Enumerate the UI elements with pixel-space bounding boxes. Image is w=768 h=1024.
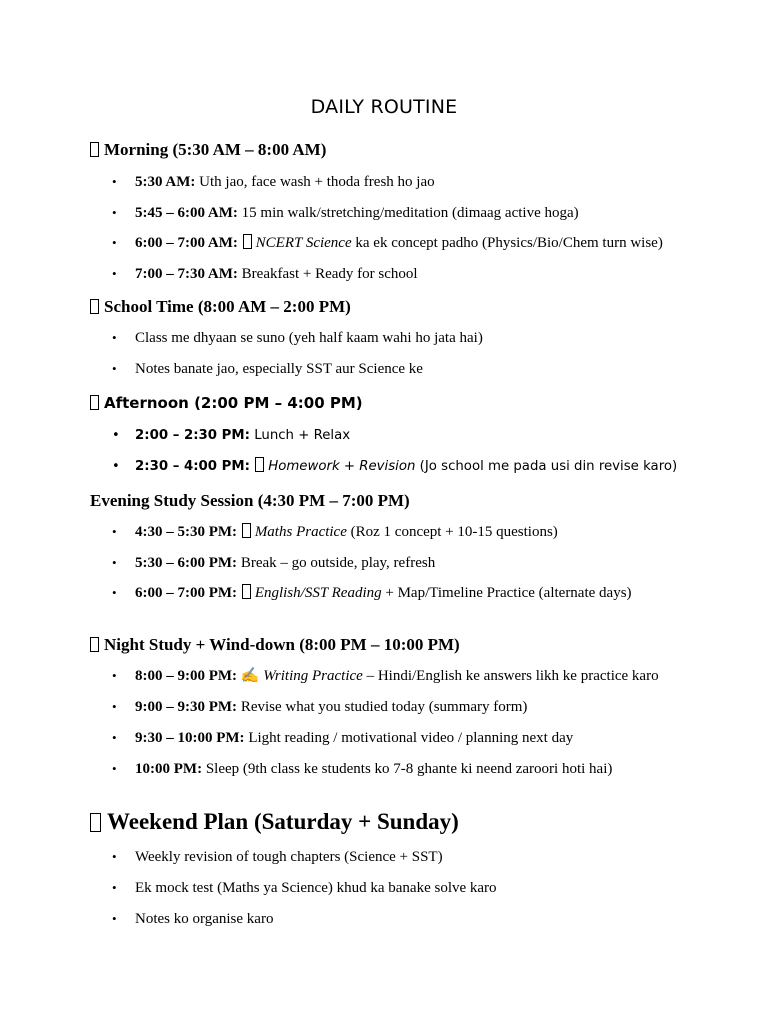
list-item: • 9:30 – 10:00 PM: Light reading / motivational video / planning next day — [112, 730, 574, 746]
section-heading-night: Night Study + Wind-down (8:00 PM – 10:00 PM) — [90, 634, 460, 656]
list-item: • 9:00 – 9:30 PM: Revise what you studied today (summary form) — [112, 699, 528, 715]
list-item: • 4:30 – 5:30 PM: Maths Practice (Roz 1 concept + 10-15 questions) — [112, 524, 558, 540]
missing-emoji-icon — [243, 234, 252, 249]
section-heading-school: School Time (8:00 AM – 2:00 PM) — [90, 296, 351, 318]
list-item: • Weekly revision of tough chapters (Science + SST) — [112, 849, 443, 865]
list-item: • 7:00 – 7:30 AM: Breakfast + Ready for school — [112, 266, 418, 282]
list-item: • 5:30 AM: Uth jao, face wash + thoda fresh ho jao — [112, 174, 435, 190]
list-item: • 2:00 – 2:30 PM: Lunch + Relax — [112, 428, 351, 443]
section-heading-evening: Evening Study Session (4:30 PM – 7:00 PM) — [90, 491, 410, 510]
section-heading-morning: Morning (5:30 AM – 8:00 AM) — [90, 139, 326, 161]
section-heading-weekend: Weekend Plan (Saturday + Sunday) — [90, 808, 459, 836]
list-item: • 8:00 – 9:00 PM: ✍ Writing Practice – Hindi/English ke answers likh ke practice karo — [112, 668, 659, 684]
list-item: • 6:00 – 7:00 PM: English/SST Reading + Map/Timeline Practice (alternate days) — [112, 585, 632, 601]
list-item: • Notes ko organise karo — [112, 911, 274, 927]
section-heading-afternoon: Afternoon (2:00 PM – 4:00 PM) — [90, 392, 363, 414]
list-item: • 10:00 PM: Sleep (9th class ke students ko 7-8 ghante ki neend zaroori hoti hai) — [112, 761, 613, 777]
list-item: • 6:00 – 7:00 AM: NCERT Science ka ek concept padho (Physics/Bio/Chem turn wise) — [112, 235, 663, 251]
list-item: • Class me dhyaan se suno (yeh half kaam wahi ho jata hai) — [112, 330, 483, 346]
list-item: • Notes banate jao, especially SST aur Science ke — [112, 361, 423, 377]
list-item: • 5:45 – 6:00 AM: 15 min walk/stretching/meditation (dimaag active hoga) — [112, 205, 579, 221]
missing-emoji-icon — [90, 299, 99, 314]
missing-emoji-icon — [90, 142, 99, 157]
list-item: • 5:30 – 6:00 PM: Break – go outside, play, refresh — [112, 555, 436, 571]
list-item: • 2:30 – 4:00 PM: Homework + Revision (Jo school me pada usi din revise karo) — [112, 459, 678, 474]
page-title: DAILY ROUTINE — [310, 96, 458, 118]
writing-hand-icon: ✍ — [240, 668, 260, 684]
missing-emoji-icon — [242, 584, 251, 599]
missing-emoji-icon — [255, 457, 264, 472]
missing-emoji-icon — [90, 395, 99, 410]
missing-emoji-icon — [90, 813, 101, 832]
missing-emoji-icon — [242, 523, 251, 538]
list-item: • Ek mock test (Maths ya Science) khud ka banake solve karo — [112, 880, 497, 896]
missing-emoji-icon — [90, 637, 99, 652]
